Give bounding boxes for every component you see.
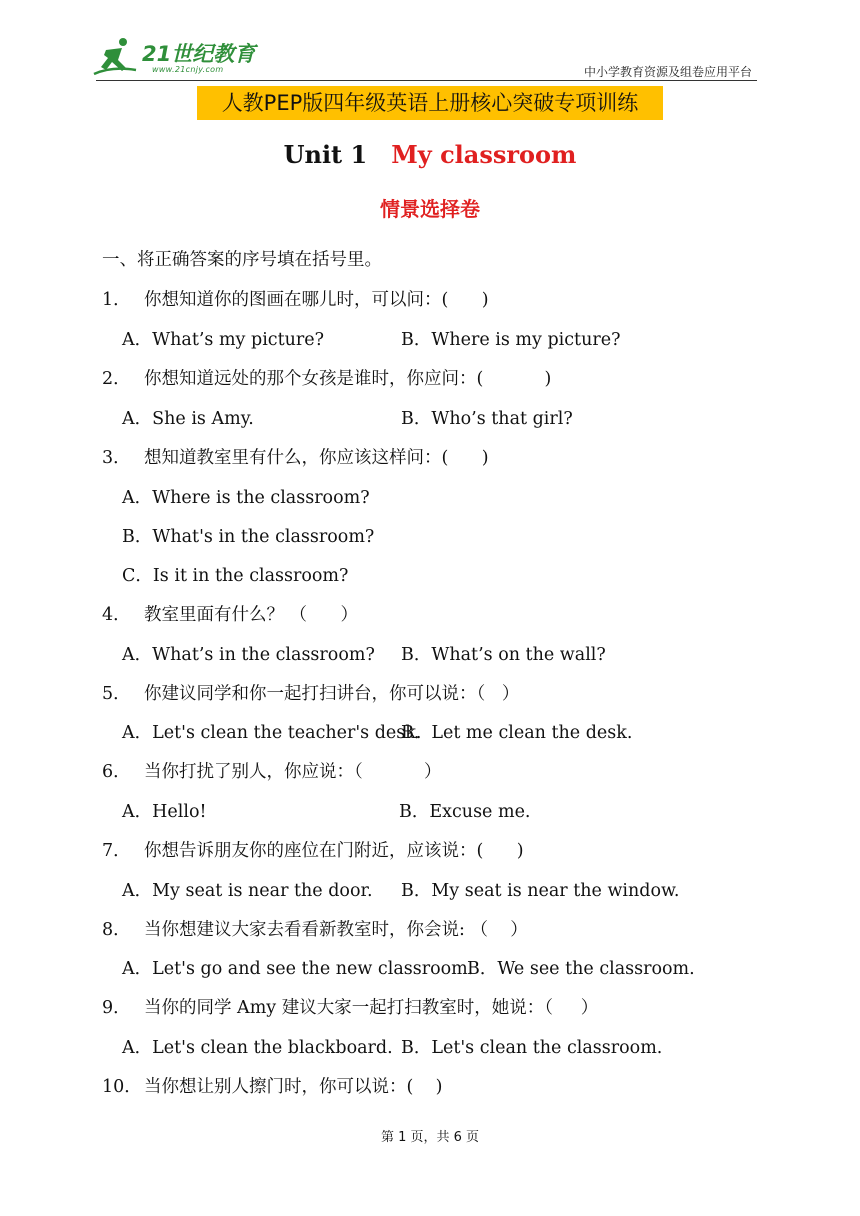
question-number: 10． <box>102 1077 142 1097</box>
unit-title: My classroom <box>391 140 577 169</box>
option-b: B．Let me clean the desk. <box>401 723 633 743</box>
question-number: 5． <box>102 684 131 704</box>
option-a: A．Let's go and see the new classroom. <box>122 959 474 979</box>
question-5 <box>102 680 519 705</box>
option-a: A．My seat is near the door. <box>122 881 373 901</box>
option-c: C．Is it in the classroom? <box>122 566 349 586</box>
question-text: 你想告诉朋友你的座位在门附近，应该说：( ) <box>144 841 524 861</box>
question-number: 9． <box>102 998 131 1018</box>
question-10 <box>102 1073 442 1098</box>
question-number: 8． <box>102 920 131 940</box>
question-1 <box>102 286 489 311</box>
question-number: 2． <box>102 369 131 389</box>
question-text: 当你打扰了别人，你应说：（ ） <box>144 762 442 782</box>
question-number: 1． <box>102 290 131 310</box>
question-3 <box>102 444 489 469</box>
logo-url: www.21cnjy.com <box>152 65 224 74</box>
question-number: 3． <box>102 448 131 468</box>
unit-label: Unit 1 <box>283 140 368 169</box>
option-a: A．She is Amy. <box>122 409 254 429</box>
option-a: A．Let's clean the blackboard. <box>122 1038 393 1058</box>
logo-text: 21世纪教育 <box>142 42 256 66</box>
question-text: 你想知道远处的那个女孩是谁时，你应问：( ) <box>144 369 552 389</box>
header-divider <box>96 80 757 81</box>
question-text: 想知道教室里有什么，你应该这样问：( ) <box>144 448 489 468</box>
option-b: B．We see the classroom. <box>467 959 695 979</box>
option-b: B．What's in the classroom? <box>122 527 375 547</box>
series-banner: 人教PEP版四年级英语上册核心突破专项训练 <box>197 86 663 120</box>
paper-subtitle: 情景选择卷 <box>380 197 480 221</box>
option-b: B．What’s on the wall? <box>401 645 606 665</box>
question-number: 7． <box>102 841 131 861</box>
question-text: 当你想让别人擦门时，你可以说：( ) <box>144 1077 443 1097</box>
option-a: A．What’s my picture? <box>122 330 325 350</box>
option-b: B．Where is my picture? <box>401 330 621 350</box>
question-text: 你建议同学和你一起打扫讲台，你可以说：（ ） <box>144 684 520 704</box>
runner-logo-icon <box>92 36 138 76</box>
question-number: 4． <box>102 605 131 625</box>
option-a: A．What’s in the classroom? <box>122 645 375 665</box>
question-text: 当你的同学 Amy 建议大家一起打扫教室时，她说：（ ） <box>144 998 599 1018</box>
question-text: 你想知道你的图画在哪儿时，可以问：( ) <box>144 290 489 310</box>
option-a: A．Where is the classroom? <box>122 488 370 508</box>
option-b: B．Excuse me. <box>399 802 531 822</box>
option-b: B．Let's clean the classroom. <box>401 1038 663 1058</box>
question-4 <box>102 601 358 626</box>
question-9 <box>102 994 598 1019</box>
platform-label: 中小学教育资源及组卷应用平台 <box>583 65 752 79</box>
option-b: B．My seat is near the window. <box>401 881 680 901</box>
question-8 <box>102 916 528 941</box>
question-number: 6． <box>102 762 131 782</box>
option-b: B．Who’s that girl? <box>401 409 573 429</box>
question-7 <box>102 837 524 862</box>
question-2 <box>102 365 551 390</box>
unit-heading <box>0 140 860 169</box>
page-footer: 第 1 页，共 6 页 <box>380 1130 480 1145</box>
question-6 <box>102 758 441 783</box>
question-text: 教室里面有什么？ （ ） <box>144 605 358 625</box>
question-text: 当你想建议大家去看看新教室时，你会说: （ ） <box>144 920 528 940</box>
option-a: A．Hello! <box>122 802 207 822</box>
option-a: A．Let's clean the teacher's desk. <box>122 723 422 743</box>
section-heading: 一、将正确答案的序号填在括号里。 <box>102 250 382 270</box>
site-logo <box>92 34 262 80</box>
